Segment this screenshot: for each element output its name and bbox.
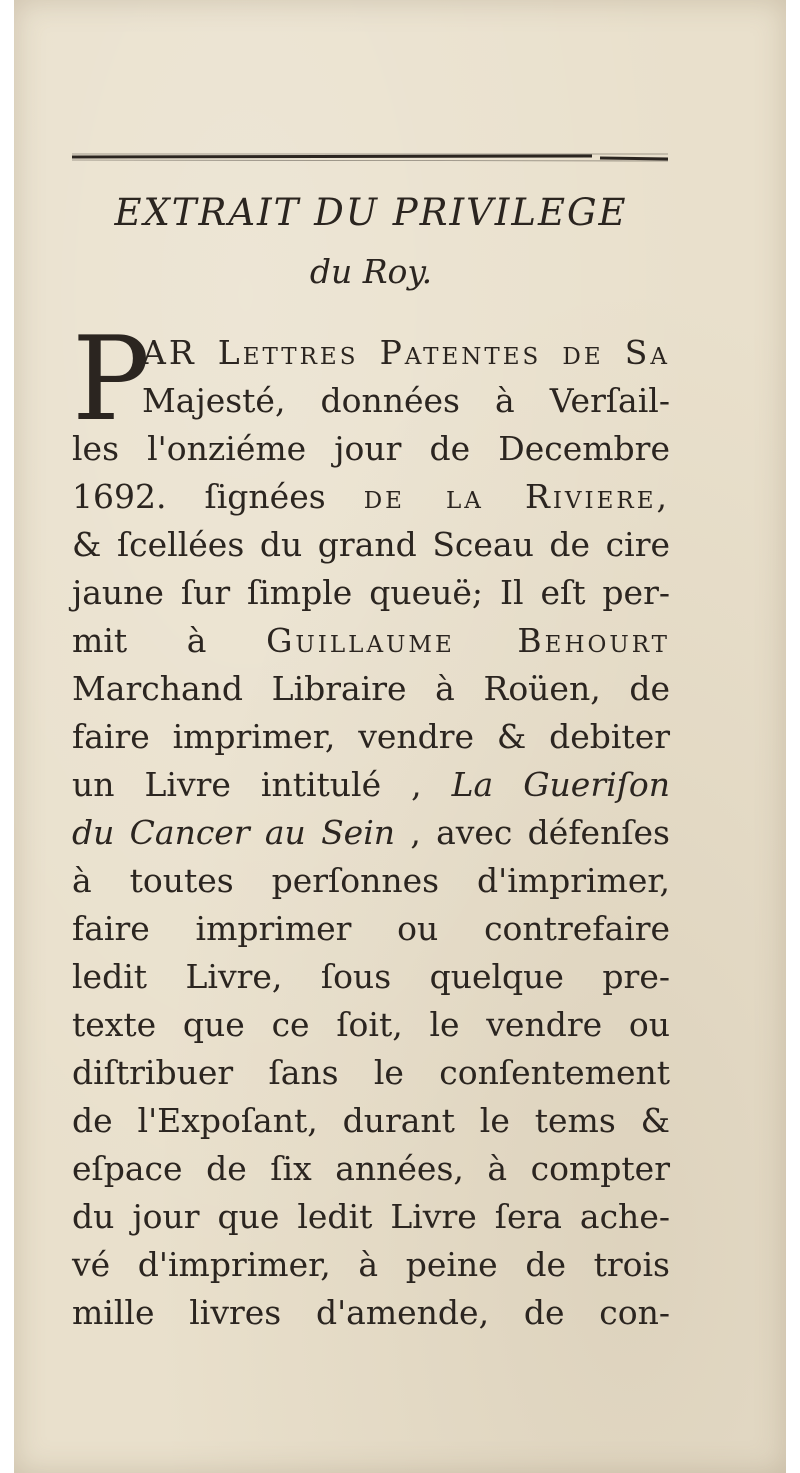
name-smallcaps: Guillaume Behourt — [266, 621, 670, 660]
text-line: de l'Expoſant, durant le tems & — [72, 1101, 670, 1140]
text-line — [72, 477, 670, 517]
text-line: mille livres d'amende, de con- — [72, 1293, 670, 1332]
book-title-italic: du Cancer au Sein — [72, 813, 396, 852]
decorative-rule — [72, 150, 668, 164]
text-span: un Livre intitulé , — [72, 765, 422, 804]
text-line — [72, 813, 670, 853]
text-line: jaune ſur ſimple queuë; Il eſt per- — [72, 573, 670, 612]
text-line: diſtribuer ſans le conſentement — [72, 1053, 670, 1092]
text-line: texte que ce ſoit, le vendre ou — [72, 1005, 670, 1044]
name-smallcaps: de la Riviere, — [363, 477, 670, 516]
text-line — [72, 621, 670, 661]
drop-cap: P — [72, 312, 151, 447]
page-title: EXTRAIT DU PRIVILEGE — [114, 191, 628, 234]
text-line: Marchand Libraire à Roüen, de — [72, 669, 670, 708]
book-page — [14, 0, 786, 1473]
text-line: faire imprimer ou contrefaire — [72, 909, 670, 948]
text-line: à toutes perſonnes d'imprimer, — [72, 861, 670, 900]
text-line: faire imprimer, vendre & debiter — [72, 717, 670, 756]
text-line: vé d'imprimer, à peine de trois — [72, 1245, 670, 1284]
page-subtitle: du Roy. — [309, 252, 433, 291]
text-line — [72, 765, 670, 805]
text-span: AR Lettres Patentes de Sa — [142, 333, 670, 372]
text-line: & ſcellées du grand Sceau de cire — [72, 525, 670, 564]
text-line — [142, 333, 670, 373]
text-line: les l'onziéme jour de Decembre — [72, 429, 670, 468]
text-line: ledit Livre, ſous quelque pre- — [72, 957, 670, 996]
text-span: 1692. ſignées — [72, 477, 326, 516]
text-span: , avec défenſes — [410, 813, 670, 852]
text-line: Majesté, données à Verſail- — [142, 381, 670, 420]
text-span: mit à — [72, 621, 207, 660]
text-line: eſpace de ſix années, à compter — [72, 1149, 670, 1188]
text-line: du jour que ledit Livre ſera ache- — [72, 1197, 670, 1236]
book-title-italic: La Gueriſon — [451, 765, 670, 804]
